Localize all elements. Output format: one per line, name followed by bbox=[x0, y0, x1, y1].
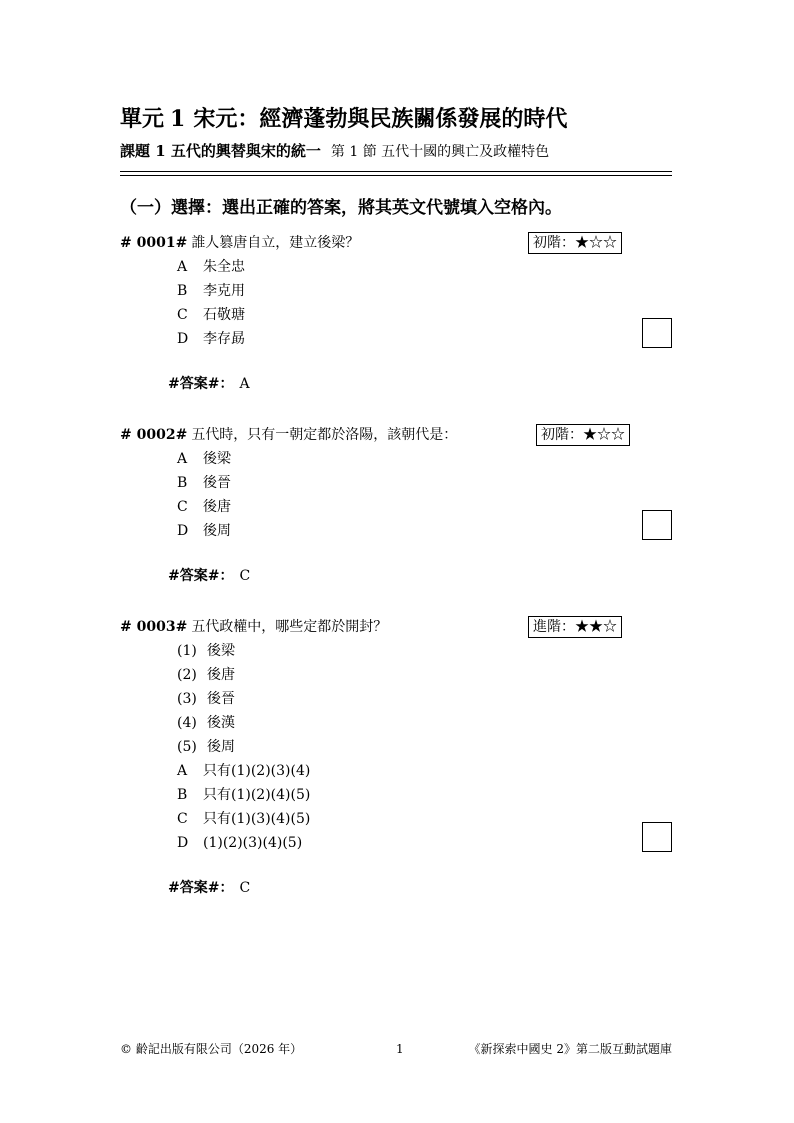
answer-line bbox=[168, 877, 250, 897]
footer-page-number: 1 bbox=[396, 1042, 404, 1056]
list-item: (2) 後唐 bbox=[177, 667, 235, 683]
option-c: C 石敬瑭 bbox=[177, 307, 245, 323]
unit-title-text: 宋元：經濟蓬勃與民族關係發展的時代 bbox=[193, 106, 568, 132]
option-d: D 李存勗 bbox=[177, 331, 245, 347]
answer-box[interactable] bbox=[642, 822, 672, 852]
option-a: A 只有(1)(2)(3)(4) bbox=[177, 763, 311, 779]
option-c: C 只有(1)(3)(4)(5) bbox=[177, 811, 311, 827]
option-b: B 李克用 bbox=[177, 283, 245, 299]
section-heading: （一）選擇：選出正確的答案，將其英文代號填入空格內。 bbox=[120, 198, 562, 218]
question-0001 bbox=[120, 231, 672, 392]
answer-label: #答案#： bbox=[168, 568, 234, 584]
answer-box[interactable] bbox=[642, 510, 672, 540]
list-item: (5) 後周 bbox=[177, 739, 235, 755]
option-d: D (1)(2)(3)(4)(5) bbox=[177, 835, 303, 851]
answer-value: A bbox=[239, 376, 250, 392]
difficulty-badge: 初階：★☆☆ bbox=[528, 232, 622, 254]
answer-value: C bbox=[239, 880, 251, 896]
unit-label: 單元 bbox=[120, 106, 165, 132]
unit-title bbox=[120, 102, 672, 136]
item-list bbox=[120, 639, 672, 759]
question-text: 五代政權中，哪些定都於開封？ bbox=[191, 619, 388, 635]
option-b: B 後晉 bbox=[177, 475, 231, 491]
question-0003 bbox=[120, 615, 672, 896]
question-number: # 0001# bbox=[120, 235, 188, 251]
question-stem bbox=[120, 423, 672, 447]
page-footer bbox=[120, 1040, 672, 1058]
option-d: D 後周 bbox=[177, 523, 231, 539]
section-title: 第 1 節 五代十國的興亡及政權特色 bbox=[330, 144, 550, 160]
answer-line bbox=[168, 565, 250, 585]
header-rule-bottom bbox=[120, 175, 672, 176]
option-list bbox=[120, 255, 672, 351]
question-stem bbox=[120, 231, 672, 255]
answer-value: C bbox=[239, 568, 251, 584]
unit-number: 1 bbox=[170, 106, 186, 132]
answer-line bbox=[168, 373, 250, 393]
footer-book-title: 《新探索中國史 2》第二版互動試題庫 bbox=[468, 1042, 672, 1056]
question-number: # 0003# bbox=[120, 619, 188, 635]
header-rule-top bbox=[120, 171, 672, 172]
answer-box[interactable] bbox=[642, 318, 672, 348]
topic-line bbox=[120, 138, 672, 165]
list-item: (4) 後漢 bbox=[177, 715, 235, 731]
difficulty-badge: 進階：★★☆ bbox=[528, 616, 622, 638]
answer-label: #答案#： bbox=[168, 376, 234, 392]
answer-label: #答案#： bbox=[168, 880, 234, 896]
topic-title: 課題 1 五代的興替與宋的統一 bbox=[120, 142, 321, 160]
list-item: (3) 後晉 bbox=[177, 691, 235, 707]
difficulty-badge: 初階：★☆☆ bbox=[536, 424, 630, 446]
question-stem bbox=[120, 615, 672, 639]
page-header bbox=[120, 102, 672, 165]
question-0002 bbox=[120, 423, 672, 584]
option-b: B 只有(1)(2)(4)(5) bbox=[177, 787, 311, 803]
option-list bbox=[120, 447, 672, 543]
footer-copyright: © 齡記出版有限公司（2026 年） bbox=[120, 1042, 303, 1056]
option-list bbox=[120, 759, 672, 855]
question-text: 五代時，只有一朝定都於洛陽，該朝代是： bbox=[191, 427, 458, 443]
option-a: A 朱全忠 bbox=[177, 259, 245, 275]
question-number: # 0002# bbox=[120, 427, 188, 443]
option-a: A 後梁 bbox=[177, 451, 231, 467]
question-text: 誰人篡唐自立，建立後梁？ bbox=[191, 235, 360, 251]
option-c: C 後唐 bbox=[177, 499, 231, 515]
list-item: (1) 後梁 bbox=[177, 643, 235, 659]
